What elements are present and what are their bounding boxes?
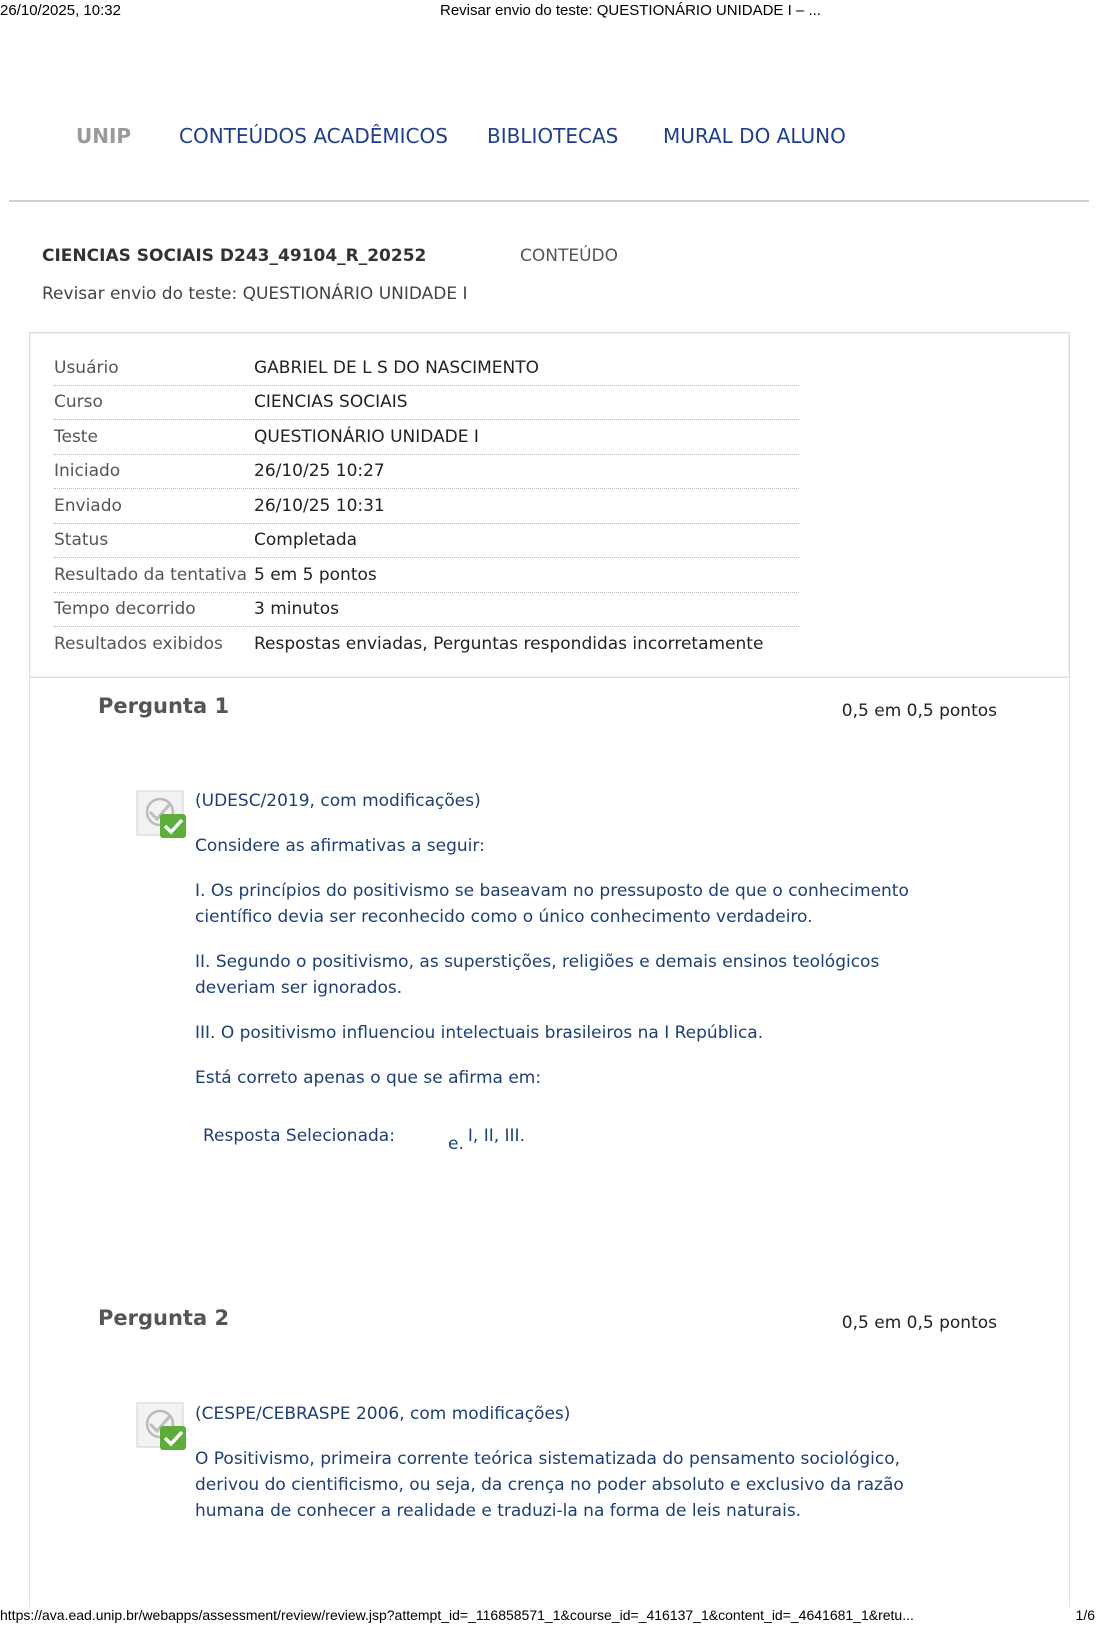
info-label: Tempo decorrido [54, 592, 254, 627]
question-2-source: (CESPE/CEBRASPE 2006, com modificações) [195, 1404, 571, 1424]
answer-letter: e. [448, 1134, 464, 1154]
question-1-paragraph: Considere as afirmativas a seguir: [195, 836, 485, 856]
page-title: Revisar envio do teste: QUESTIONÁRIO UNIDADE I [42, 284, 468, 304]
info-value: 26/10/25 10:27 [254, 454, 799, 489]
print-footer [0, 1607, 1097, 1627]
question-1-source: (UDESC/2019, com modificações) [195, 791, 481, 811]
info-row-usuario [54, 351, 799, 385]
info-row-teste [54, 420, 799, 455]
info-value: 5 em 5 pontos [254, 558, 799, 593]
info-label: Resultado da tentativa [54, 558, 254, 593]
nav-item-conteudos-academicos[interactable]: CONTEÚDOS ACADÊMICOS [179, 124, 448, 148]
question-1-body [195, 788, 955, 1110]
question-1-paragraph: III. O positivismo influenciou intelectuais brasileiros na I República. [195, 1023, 764, 1043]
breadcrumb [42, 246, 619, 266]
info-label: Usuário [54, 351, 254, 385]
info-label: Curso [54, 385, 254, 420]
question-2-title: Pergunta 2 [98, 1306, 230, 1330]
print-title: Revisar envio do teste: QUESTIONÁRIO UNIDADE I – ... [440, 2, 821, 19]
nav-brand-unip[interactable]: UNIP [76, 124, 132, 148]
nav-item-bibliotecas[interactable]: BIBLIOTECAS [487, 124, 619, 148]
info-row-status [54, 523, 799, 558]
info-row-resultado [54, 558, 799, 593]
question-2-body [195, 1401, 955, 1543]
info-value: GABRIEL DE L S DO NASCIMENTO [254, 351, 799, 385]
nav-divider [9, 200, 1089, 202]
question-1-answer [203, 1126, 525, 1154]
nav-item-mural-do-aluno[interactable]: MURAL DO ALUNO [663, 124, 846, 148]
answer-text: I, II, III. [467, 1126, 525, 1146]
print-datetime: 26/10/2025, 10:32 [0, 2, 121, 19]
info-label: Enviado [54, 489, 254, 524]
question-1-paragraph: I. Os princípios do positivismo se baseavam no pressuposto de que o conhecimento científico devia ser reconhecido como o único conhecimento verdadeiro. [195, 881, 909, 927]
info-value: Completada [254, 523, 799, 558]
info-value: CIENCIAS SOCIAIS [254, 385, 799, 420]
correct-answer-icon [136, 790, 188, 842]
info-label: Status [54, 523, 254, 558]
info-label: Resultados exibidos [54, 633, 223, 654]
correct-answer-icon [136, 1402, 188, 1454]
info-row-resultados-exibidos [54, 627, 799, 661]
question-2-score: 0,5 em 0,5 pontos [841, 1313, 997, 1333]
info-value: Respostas enviadas, Perguntas respondidas incorretamente [254, 633, 764, 654]
attempt-info-box [29, 332, 1070, 678]
top-nav [0, 122, 1097, 158]
print-page-number: 1/6 [1075, 1607, 1095, 1623]
print-header [0, 0, 1097, 24]
info-row-enviado [54, 489, 799, 524]
question-1-paragraph: II. Segundo o positivismo, as superstições, religiões e demais ensinos teológicos deveriam ser ignorados. [195, 952, 880, 998]
question-1-title: Pergunta 1 [98, 694, 230, 718]
breadcrumb-section[interactable]: CONTEÚDO [520, 246, 619, 266]
print-url: https://ava.ead.unip.br/webapps/assessment/review/review.jsp?attempt_id=_116858571_1&course_id=_416137_1&content_id=_4641681_1&retu... [0, 1607, 914, 1623]
info-row-iniciado [54, 454, 799, 489]
question-2-paragraph: O Positivismo, primeira corrente teórica sistematizada do pensamento sociológico, derivou do cientificismo, ou seja, da crença no poder absoluto e exclusivo da razão humana de conhecer a realidade e traduzi-la na forma de leis naturais. [195, 1449, 904, 1521]
breadcrumb-course[interactable]: CIENCIAS SOCIAIS D243_49104_R_20252 [42, 246, 427, 266]
info-label: Teste [54, 420, 254, 455]
question-1-paragraph: Está correto apenas o que se afirma em: [195, 1068, 542, 1088]
info-value: QUESTIONÁRIO UNIDADE I [254, 420, 799, 455]
answer-label: Resposta Selecionada: [203, 1126, 395, 1146]
info-label: Iniciado [54, 454, 254, 489]
info-value: 3 minutos [254, 592, 799, 627]
info-value: 26/10/25 10:31 [254, 489, 799, 524]
question-1-score: 0,5 em 0,5 pontos [841, 701, 997, 721]
info-row-curso [54, 385, 799, 420]
attempt-info-table [54, 351, 799, 661]
info-row-tempo [54, 592, 799, 627]
